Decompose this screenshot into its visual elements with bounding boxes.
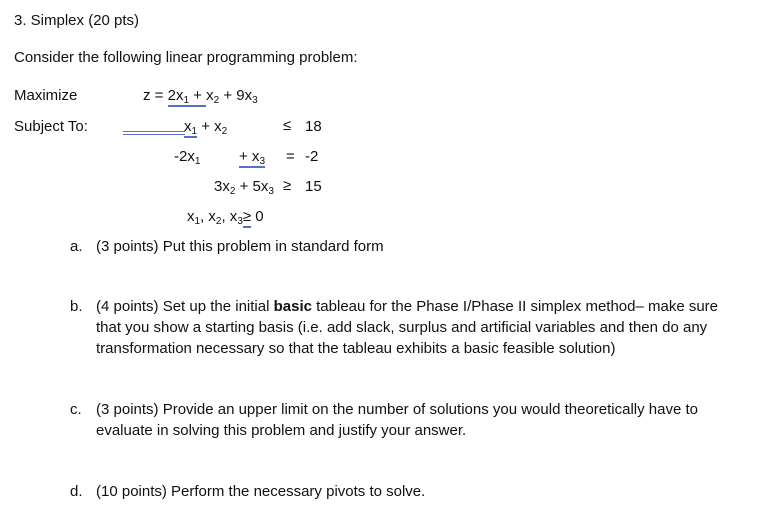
- objective-term-2-sub: 2: [213, 95, 220, 106]
- constraint-2-term-1: [174, 148, 200, 167]
- nonneg-relation: ≥: [243, 208, 251, 228]
- constraint-2-term-1-text: -2x: [174, 148, 195, 165]
- constraint-2-term-2-sub: 3: [259, 156, 265, 167]
- part-b-letter: b.: [70, 298, 83, 315]
- objective-plus-1: +: [189, 87, 207, 104]
- nonneg-var-2: , x: [200, 208, 216, 225]
- objective-z: z =: [143, 87, 168, 104]
- objective-term-3: + 9x: [219, 87, 253, 104]
- part-c: [70, 399, 750, 443]
- part-b-text-bold: basic: [273, 298, 312, 315]
- constraint-3-term-2: + 5x: [235, 178, 269, 195]
- constraint-1-rhs: 18: [305, 118, 322, 135]
- part-c-text: (3 points) Provide an upper limit on the number of solutions you would theoretically have to evaluate in solving this problem and justify your answer.: [96, 401, 698, 439]
- objective-term-1-sub: 1: [183, 95, 190, 106]
- constraint-1-lhs: [184, 118, 227, 137]
- constraint-2-relation: =: [286, 148, 295, 165]
- nonneg-var-3-sub: 3: [237, 216, 243, 227]
- constraint-1-var-1: [184, 118, 197, 138]
- constraint-1-var-1-sub: 1: [191, 126, 198, 137]
- constraint-3-term-2-sub: 3: [268, 186, 274, 197]
- constraint-3-rhs: 15: [305, 178, 322, 195]
- subject-to-label: Subject To:: [14, 118, 88, 135]
- question-heading: 3. Simplex (20 pts): [14, 12, 140, 29]
- nonneg-var-1: x: [187, 208, 195, 225]
- maximize-label: Maximize: [14, 87, 78, 104]
- intro-text: Consider the following linear programming problem:: [14, 49, 358, 66]
- constraint-3-relation: ≥: [283, 177, 292, 194]
- nonneg-var-1-sub: 1: [194, 216, 201, 227]
- constraint-2-term-1-sub: 1: [194, 156, 201, 167]
- part-a: [70, 236, 750, 258]
- objective-function: [143, 87, 258, 106]
- constraint-1-var-2: + x: [197, 118, 222, 135]
- constraint-3-lhs: [214, 178, 274, 197]
- constraint-3-term-1: 3x: [214, 178, 230, 195]
- nonneg-rhs: 0: [251, 208, 264, 225]
- constraint-1-var-2-sub: 2: [221, 126, 228, 137]
- constraint-3-term-1-sub: 2: [229, 186, 236, 197]
- part-d-text: (10 points) Perform the necessary pivots to solve.: [96, 483, 426, 500]
- constraint-2-term-2-underlined: [239, 148, 265, 168]
- part-a-text: (3 points) Put this problem in standard form: [96, 238, 384, 255]
- nonneg-var-3: , x: [221, 208, 238, 225]
- constraint-1-underline: [123, 131, 185, 135]
- constraint-2-term-2: [239, 148, 265, 167]
- part-d: [70, 481, 750, 503]
- constraint-1-var-1-text: x: [184, 118, 192, 135]
- constraint-1-relation: ≤: [283, 117, 292, 134]
- part-b-text-post: tableau for the Phase I/Phase II simplex method– make sure that you show a starting basis (i.e. add slack, surplus and artificial variables and then do any transformation necessary so that the tableau exhibits a basic feasible solution): [96, 298, 719, 357]
- objective-term-1-coef: 2x: [167, 87, 184, 104]
- objective-term-1: [168, 87, 207, 107]
- part-d-letter: d.: [70, 483, 83, 500]
- part-b-text-pre: (4 points) Set up the initial: [96, 298, 274, 315]
- constraint-2-term-2-text: + x: [239, 148, 260, 165]
- part-a-letter: a.: [70, 238, 83, 255]
- part-b: [70, 296, 750, 362]
- nonneg-var-2-sub: 2: [215, 216, 222, 227]
- constraint-2-rhs: -2: [305, 148, 319, 165]
- nonnegativity-constraint: [187, 208, 264, 227]
- objective-term-3-sub: 3: [252, 95, 258, 106]
- objective-term-2: x: [206, 87, 214, 104]
- part-c-letter: c.: [70, 401, 82, 418]
- part-b-text: [96, 296, 728, 359]
